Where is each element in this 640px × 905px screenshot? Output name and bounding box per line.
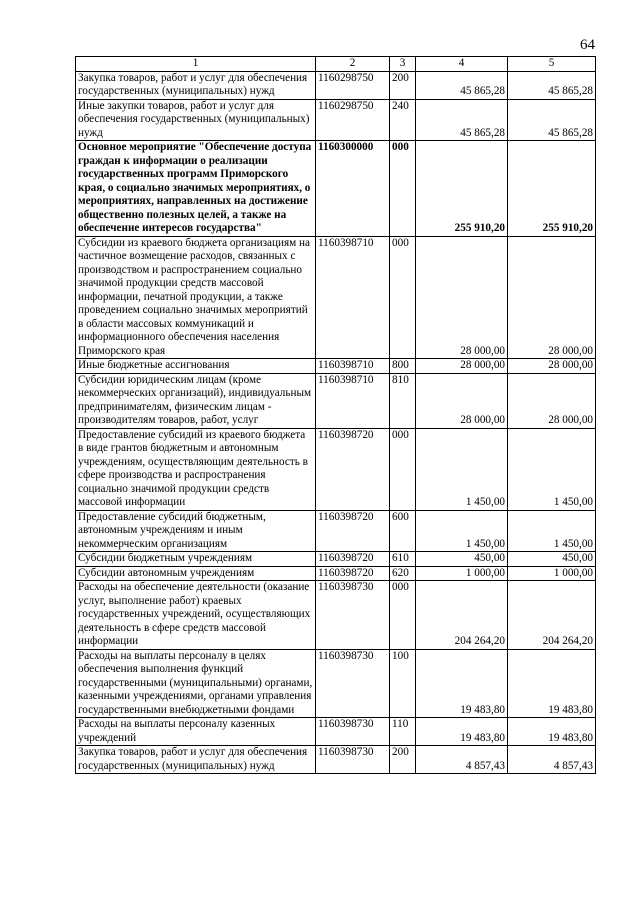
row-name: Предоставление субсидий бюджетным, автономным учреждениям и иным некоммерческим организациям — [76, 510, 316, 552]
row-code: 1160398730 — [316, 718, 390, 746]
column-header: 3 — [390, 57, 416, 72]
row-type: 240 — [390, 99, 416, 141]
row-code: 1160298750 — [316, 71, 390, 99]
row-value-col4: 28 000,00 — [416, 373, 508, 428]
row-name: Закупка товаров, работ и услуг для обеспечения государственных (муниципальных) нужд — [76, 746, 316, 774]
column-header: 2 — [316, 57, 390, 72]
row-value-col4: 1 450,00 — [416, 510, 508, 552]
row-type: 200 — [390, 71, 416, 99]
row-value-col5: 255 910,20 — [508, 141, 596, 237]
row-type: 620 — [390, 566, 416, 581]
row-name: Расходы на выплаты персоналу в целях обеспечения выполнения функций государственными (муниципальными) органами, казенными учреждениями, органами управления государственными внебюджетными фондами — [76, 649, 316, 718]
row-value-col4: 28 000,00 — [416, 236, 508, 359]
row-code: 1160398720 — [316, 552, 390, 567]
row-type: 000 — [390, 236, 416, 359]
row-value-col5: 1 000,00 — [508, 566, 596, 581]
row-code: 1160398730 — [316, 649, 390, 718]
row-value-col4: 19 483,80 — [416, 649, 508, 718]
row-code: 1160398710 — [316, 236, 390, 359]
table-row — [76, 566, 596, 581]
table-row — [76, 649, 596, 718]
row-value-col5: 28 000,00 — [508, 373, 596, 428]
column-header: 4 — [416, 57, 508, 72]
row-type: 800 — [390, 359, 416, 374]
table-row — [76, 510, 596, 552]
table-row — [76, 428, 596, 510]
row-value-col5: 28 000,00 — [508, 236, 596, 359]
row-name: Субсидии бюджетным учреждениям — [76, 552, 316, 567]
row-value-col4: 1 450,00 — [416, 428, 508, 510]
table-row — [76, 746, 596, 774]
row-type: 000 — [390, 428, 416, 510]
table-row — [76, 141, 596, 237]
row-code: 1160398720 — [316, 510, 390, 552]
row-type: 000 — [390, 141, 416, 237]
row-code: 1160398710 — [316, 359, 390, 374]
row-value-col5: 19 483,80 — [508, 649, 596, 718]
row-value-col5: 19 483,80 — [508, 718, 596, 746]
table-row — [76, 373, 596, 428]
row-name: Закупка товаров, работ и услуг для обеспечения государственных (муниципальных) нужд — [76, 71, 316, 99]
row-value-col4: 450,00 — [416, 552, 508, 567]
row-type: 610 — [390, 552, 416, 567]
row-value-col5: 45 865,28 — [508, 71, 596, 99]
row-code: 1160298750 — [316, 99, 390, 141]
row-code: 1160300000 — [316, 141, 390, 237]
row-name: Иные бюджетные ассигнования — [76, 359, 316, 374]
table-row — [76, 236, 596, 359]
row-name: Предоставление субсидий из краевого бюджета в виде грантов бюджетным и автономным учреждениям, осуществляющим деятельность в сфере производства и распространения социально значимой продукции средств массовой информации — [76, 428, 316, 510]
row-code: 1160398720 — [316, 428, 390, 510]
row-value-col4: 1 000,00 — [416, 566, 508, 581]
row-code: 1160398730 — [316, 746, 390, 774]
table-row — [76, 71, 596, 99]
row-value-col4: 255 910,20 — [416, 141, 508, 237]
row-code: 1160398720 — [316, 566, 390, 581]
table-row — [76, 99, 596, 141]
row-name: Субсидии автономным учреждениям — [76, 566, 316, 581]
row-value-col4: 204 264,20 — [416, 581, 508, 650]
row-value-col4: 19 483,80 — [416, 718, 508, 746]
row-type: 600 — [390, 510, 416, 552]
column-header: 5 — [508, 57, 596, 72]
table-row — [76, 581, 596, 650]
row-value-col4: 28 000,00 — [416, 359, 508, 374]
row-value-col5: 1 450,00 — [508, 428, 596, 510]
row-value-col4: 4 857,43 — [416, 746, 508, 774]
row-type: 200 — [390, 746, 416, 774]
row-value-col5: 1 450,00 — [508, 510, 596, 552]
table-row — [76, 552, 596, 567]
row-code: 1160398710 — [316, 373, 390, 428]
row-type: 810 — [390, 373, 416, 428]
column-header: 1 — [76, 57, 316, 72]
row-value-col5: 4 857,43 — [508, 746, 596, 774]
row-name: Субсидии из краевого бюджета организациям на частичное возмещение расходов, связанных с производством и распространением социально значимой продукции средств массовой информации, печатной продукции, а также проведением социально значимых мероприятий в области массовых коммуникаций и информационного обеспечения населения Приморского края — [76, 236, 316, 359]
row-code: 1160398730 — [316, 581, 390, 650]
row-value-col5: 204 264,20 — [508, 581, 596, 650]
row-type: 000 — [390, 581, 416, 650]
row-value-col4: 45 865,28 — [416, 71, 508, 99]
row-type: 110 — [390, 718, 416, 746]
table-row — [76, 359, 596, 374]
row-name: Субсидии юридическим лицам (кроме некоммерческих организаций), индивидуальным предпринимателям, физическим лицам - производителям товаров, работ, услуг — [76, 373, 316, 428]
row-name: Иные закупки товаров, работ и услуг для обеспечения государственных (муниципальных) нужд — [76, 99, 316, 141]
row-value-col5: 28 000,00 — [508, 359, 596, 374]
row-name: Расходы на выплаты персоналу казенных учреждений — [76, 718, 316, 746]
table-row — [76, 718, 596, 746]
budget-table — [75, 56, 596, 774]
row-name: Расходы на обеспечение деятельности (оказание услуг, выполнение работ) краевых государственных учреждений, осуществляющих деятельность в сфере средств массовой информации — [76, 581, 316, 650]
row-value-col5: 450,00 — [508, 552, 596, 567]
page-number: 64 — [580, 37, 595, 53]
header-row — [76, 57, 596, 72]
row-name: Основное мероприятие "Обеспечение доступа граждан к информации о реализации государственных программ Приморского края, о социально значимых мероприятиях, о мероприятиях, направленных на достижение общественно полезных целей, а также на обеспечение интересов государства" — [76, 141, 316, 237]
row-type: 100 — [390, 649, 416, 718]
row-value-col5: 45 865,28 — [508, 99, 596, 141]
row-value-col4: 45 865,28 — [416, 99, 508, 141]
